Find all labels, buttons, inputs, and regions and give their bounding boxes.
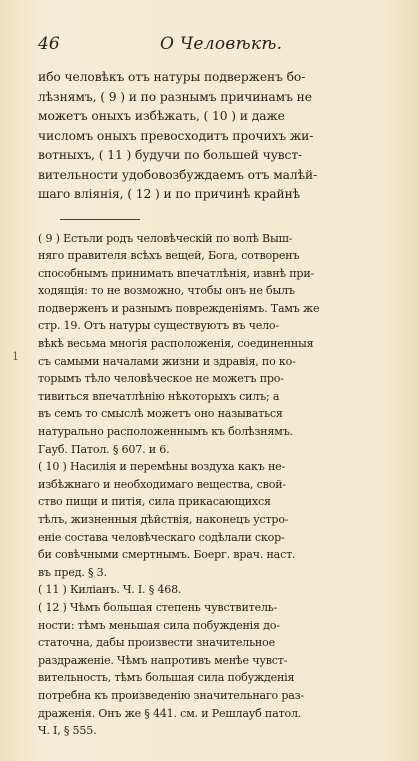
body-line: числомъ оныхъ превосходитъ прочихъ жи- — [38, 128, 314, 143]
footnotes — [38, 230, 405, 740]
footnote-line: подверженъ и разнымъ поврежденіямъ. Тамъ же — [38, 301, 320, 315]
footnote-line: тѣлъ, жизненныя дѣйствія, наконецъ устро- — [38, 513, 289, 526]
margin-mark: 1 — [12, 350, 19, 363]
footnote-line: избѣжнаго и необходимаго вещества, свой- — [38, 477, 286, 491]
body-line: вотныхъ, ( 11 ) будучи по большей чувст- — [38, 148, 303, 162]
page-number: 46 — [38, 34, 60, 54]
footnote-separator — [60, 219, 140, 220]
footnote-line: еніе состава человѣческаго содѣлали скор- — [38, 530, 285, 544]
footnote-line: тивиться впечатлѣнію нѣкоторыхъ силъ; а — [38, 389, 280, 403]
body-line: лѣзнямъ, ( 9 ) и по разнымъ причинамъ не — [38, 89, 312, 104]
footnote-line: торымъ тѣло человѣческое не можетъ про- — [38, 372, 284, 386]
running-title: О Человѣкѣ. — [160, 34, 283, 54]
body-line: шаго вліянія, ( 12 ) и по причинѣ крайнѣ — [38, 187, 301, 201]
footnote-line: въ пред. § 3. — [38, 565, 107, 579]
footnote-line: статочна, дабы произвести значительное — [38, 636, 275, 650]
footnote-line: ходящія: то не возможно, чтобы онъ не былъ — [38, 284, 295, 298]
footnote-line: ности: тѣмъ меньшая сила побужденія до- — [38, 618, 280, 632]
footnote-line: въ семъ то смыслѣ можетъ оно называться — [38, 407, 283, 421]
footnote-line: вительность, тѣмъ большая сила побужденія — [38, 671, 295, 685]
footnote-line: раздраженіе. Чѣмъ напротивъ менѣе чувст- — [38, 653, 288, 667]
footnote-line: натурально расположеннымъ къ болѣзнямъ. — [38, 425, 293, 439]
footnote-line: способнымъ принимать впечатлѣнія, извнѣ при- — [38, 266, 315, 280]
footnote-line: Ч. I, § 555. — [38, 724, 97, 738]
body-line: можетъ оныхъ избѣжать, ( 10 ) и даже — [38, 109, 285, 123]
footnote-line: ( 9 ) Естьли родъ человѣческій по волѣ Выш- — [38, 231, 293, 245]
footnote-line: би совѣчными смертнымъ. Боерг. врач. наст. — [38, 548, 296, 562]
body-line: ибо человѣкъ отъ натуры подверженъ бо- — [38, 70, 306, 84]
footnote-line: стр. 19. Отъ натуры существуютъ въ чело- — [38, 319, 279, 333]
body-line: вительности удобовозбуждаемъ отъ малѣй- — [38, 167, 318, 182]
footnote-line: ( 10 ) Насилія и перемѣны воздуха какъ не- — [38, 460, 286, 474]
footnote-line: Гауб. Патол. § 607. и 6. — [38, 442, 170, 456]
footnote-line: няго правителя всѣхъ вещей, Бога, сотворенъ — [38, 249, 300, 263]
footnote-line: ( 11 ) Киліанъ. Ч. I. § 468. — [38, 583, 182, 597]
footnote-line: вѣкѣ весьма многія расположенія, соединенныя — [38, 337, 314, 351]
footnote-line: драженія. Онъ же § 441. см. и Решлауб патол. — [38, 706, 302, 720]
footnote-line: потребна къ произведенію значительнаго раз- — [38, 688, 305, 702]
footnote-line: ство пищи и питія, сила прикасающихся — [38, 495, 271, 509]
body-text — [38, 68, 405, 205]
footnote-line: съ самыми началами жизни и здравія, по ко- — [38, 354, 296, 368]
running-head — [38, 34, 405, 60]
footnote-line: ( 12 ) Чѣмъ большая степень чувствитель- — [38, 600, 278, 614]
